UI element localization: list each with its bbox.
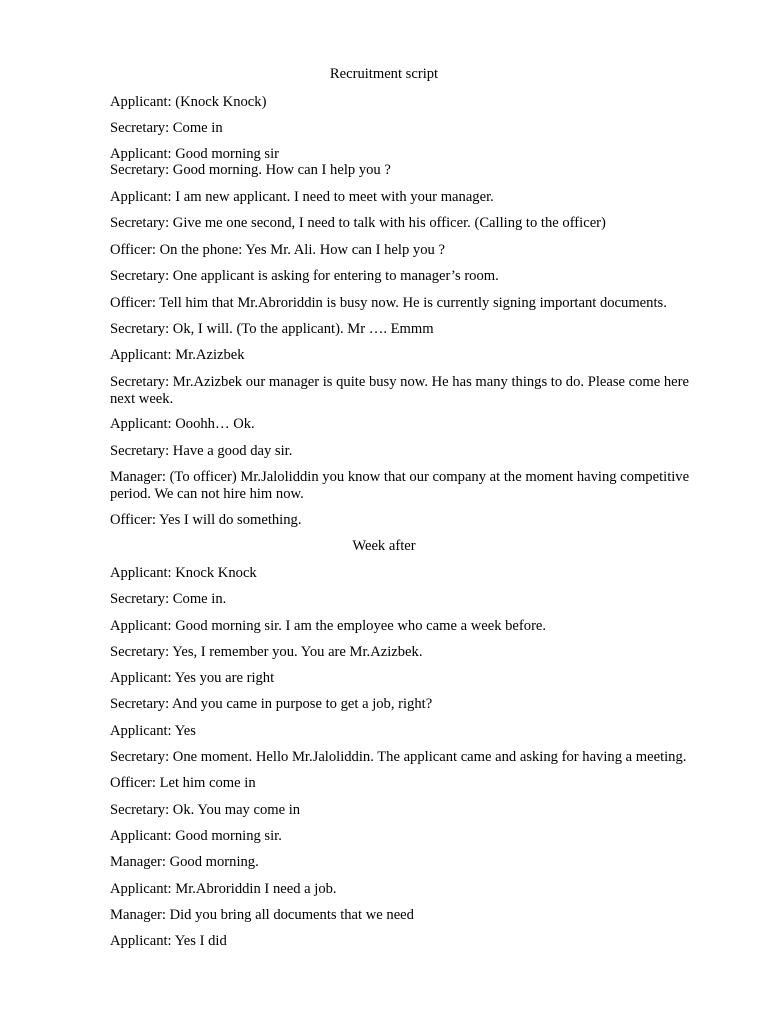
script-line: Secretary: And you came in purpose to get a job, right? [110,696,433,712]
script-line: Secretary: Give me one second, I need to talk with his officer. (Calling to the officer) [110,215,606,231]
script-line: Applicant: Yes I did [110,933,227,949]
script-line: Secretary: Ok, I will. (To the applicant). Mr …. Emmm [110,321,434,337]
script-line: Applicant: I am new applicant. I need to meet with your manager. [110,189,494,205]
script-line: Secretary: Ok. You may come in [110,802,301,818]
script-line: Applicant: Good morning sir [110,146,280,162]
script-line: Secretary: Yes, I remember you. You are Mr.Azizbek. [110,644,423,660]
script-line: Officer: Yes I will do something. [110,512,302,528]
script-line: Secretary: One applicant is asking for entering to manager’s room. [110,268,499,284]
script-line: Applicant: Yes you are right [110,670,275,686]
section-heading: Week after [352,538,416,554]
script-line: Manager: Did you bring all documents that we need [110,907,414,923]
script-line: Secretary: Good morning. How can I help you ? [110,162,391,178]
script-line: Applicant: Mr.Azizbek [110,347,245,363]
script-line: Secretary: Come in. [110,591,227,607]
script-line: Secretary: Come in [110,120,223,136]
script-line: Manager: (To officer) Mr.Jaloliddin you know that our company at the moment having competitive period. We can not hire him now. [110,469,690,502]
script-line: Applicant: (Knock Knock) [110,94,267,110]
script-line: Manager: Good morning. [110,854,259,870]
script-line: Officer: On the phone: Yes Mr. Ali. How can I help you ? [110,242,445,258]
script-line: Applicant: Good morning sir. [110,828,282,844]
script-line: Secretary: Have a good day sir. [110,443,293,459]
script-line: Applicant: Good morning sir. I am the employee who came a week before. [110,618,547,634]
script-line: Officer: Let him come in [110,775,256,791]
script-line: Officer: Tell him that Mr.Abroriddin is busy now. He is currently signing important documents. [110,295,667,311]
script-line: Secretary: Mr.Azizbek our manager is quite busy now. He has many things to do. Please come here next week. [110,374,689,407]
script-line: Applicant: Mr.Abroriddin I need a job. [110,881,337,897]
script-line: Applicant: Ooohh… Ok. [110,416,255,432]
script-line: Secretary: One moment. Hello Mr.Jaloliddin. The applicant came and asking for having a meeting. [110,749,687,765]
document-title: Recruitment script [329,66,439,82]
script-line: Applicant: Knock Knock [110,565,257,581]
script-line: Applicant: Yes [110,723,196,739]
